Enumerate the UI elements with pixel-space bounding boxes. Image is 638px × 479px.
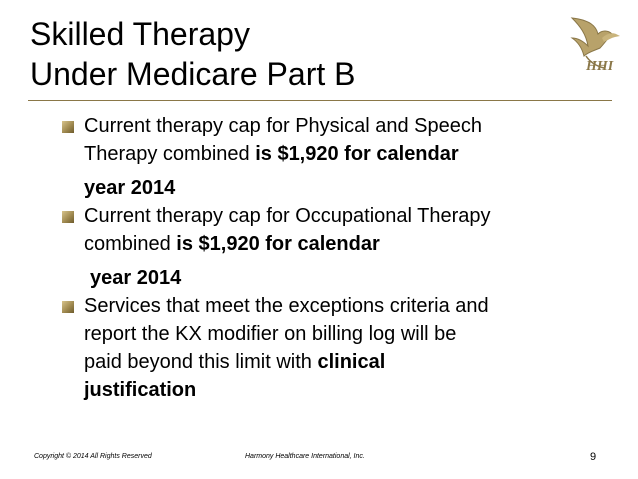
bullet-line: year 2014 <box>90 267 182 289</box>
page-number: 9 <box>590 451 597 463</box>
bullet-text-segment: paid beyond this limit with <box>84 351 318 373</box>
company-name: Harmony Healthcare International, Inc. <box>245 453 365 460</box>
title-line-1: Skilled Therapy <box>30 16 250 52</box>
hhi-logo <box>566 8 624 80</box>
bullet-item <box>62 112 602 202</box>
bullet-line <box>84 230 491 258</box>
bullet-item <box>62 292 602 404</box>
title-divider <box>28 100 612 101</box>
bullet-line: report the KX modifier on billing log will be <box>84 323 457 345</box>
bullet-square-icon <box>62 211 74 223</box>
bullet-text-bold: is $1,920 for calendar <box>176 233 380 255</box>
dove-logo-icon <box>566 8 624 80</box>
bullet-text <box>84 202 491 292</box>
bullet-line: Current therapy cap for Occupational Therapy <box>84 205 491 227</box>
bullet-text-segment: combined <box>84 233 177 255</box>
bullet-line: Current therapy cap for Physical and Speech <box>84 115 482 137</box>
slide-title <box>30 14 355 94</box>
title-line-2: Under Medicare Part B <box>30 56 356 92</box>
bullet-text <box>84 292 489 404</box>
bullet-list <box>62 112 602 404</box>
bullet-text-segment: Therapy combined <box>84 143 256 165</box>
copyright-text: Copyright © 2014 All Rights Reserved <box>34 453 152 460</box>
bullet-line <box>84 140 482 168</box>
bullet-line <box>84 348 489 376</box>
bullet-square-icon <box>62 121 74 133</box>
bullet-line: year 2014 <box>84 177 176 199</box>
bullet-line: justification <box>84 379 197 401</box>
bullet-line: Services that meet the exceptions criteria and <box>84 295 489 317</box>
bullet-item <box>62 202 602 292</box>
bullet-square-icon <box>62 301 74 313</box>
bullet-text-bold: is $1,920 for calendar <box>255 143 459 165</box>
svg-text:HHI: HHI <box>586 59 614 74</box>
bullet-text-bold: clinical <box>317 351 386 373</box>
bullet-text <box>84 112 482 202</box>
